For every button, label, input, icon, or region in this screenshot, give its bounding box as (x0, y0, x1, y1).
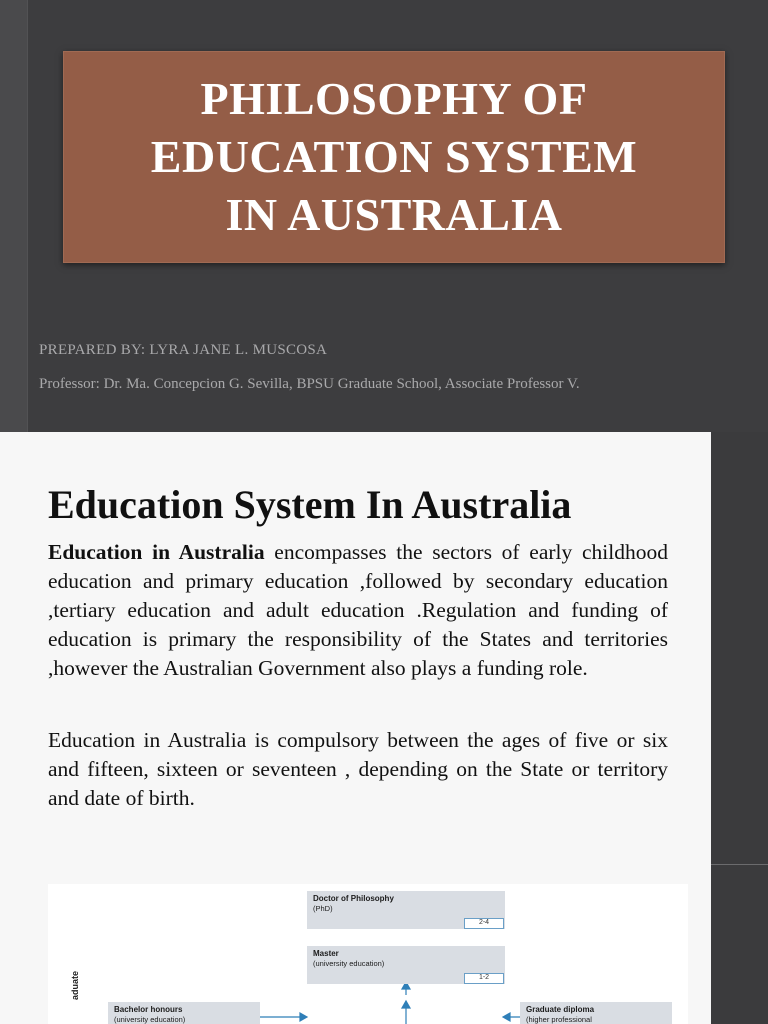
slide-heading: Education System In Australia (48, 482, 572, 527)
grad-diploma-box (520, 1002, 672, 1024)
phd-title: Doctor of Philosophy (313, 894, 394, 903)
slide-edge (0, 0, 28, 432)
master-years: 1-2 (464, 973, 504, 984)
title-slide (0, 0, 768, 432)
arrow-right-icon (300, 1013, 307, 1021)
content-slide (0, 432, 711, 1024)
paragraph-2: Education in Australia is compulsory between the ages of five or six and fifteen, sixteen or seventeen , depending on the State or territory and date of birth. (48, 728, 668, 810)
arrow-up-icon (402, 1001, 410, 1008)
paragraph-1-lead: Education in Australia (48, 540, 265, 564)
master-sub: (university education) (313, 959, 385, 968)
paragraph-1 (48, 538, 668, 683)
bachelor-box (108, 1002, 260, 1024)
grad-diploma-title: Graduate diploma (526, 1005, 595, 1014)
qualifications-diagram (48, 884, 688, 1024)
prepared-by: PREPARED BY: LYRA JANE L. MUSCOSA (39, 342, 328, 358)
bachelor-sub: (university education) (114, 1015, 186, 1024)
slide-background-right (711, 432, 768, 1024)
master-title: Master (313, 949, 339, 958)
phd-years: 2-4 (464, 918, 504, 929)
professor-line: Professor: Dr. Ma. Concepcion G. Sevilla, BPSU Graduate School, Associate Professor V. (39, 376, 580, 392)
title-box (63, 51, 725, 263)
side-label: aduate (70, 970, 80, 1000)
bachelor-title: Bachelor honours (114, 1005, 183, 1014)
slide-title: PHILOSOPHY OF EDUCATION SYSTEM IN AUSTRALIA (150, 73, 638, 240)
grad-diploma-sub: (higher professional (526, 1015, 592, 1024)
phd-sub: (PhD) (313, 904, 333, 913)
arrow-left-icon (503, 1013, 510, 1021)
divider (711, 864, 768, 865)
paragraph-1-body: encompasses the sectors of early childhood education and primary education ,followed by secondary education ,tertiary education and adult education .Regulation and funding of education is primary the responsibility of the States and territories ,however the Australian Government also plays a funding role. (48, 540, 668, 680)
